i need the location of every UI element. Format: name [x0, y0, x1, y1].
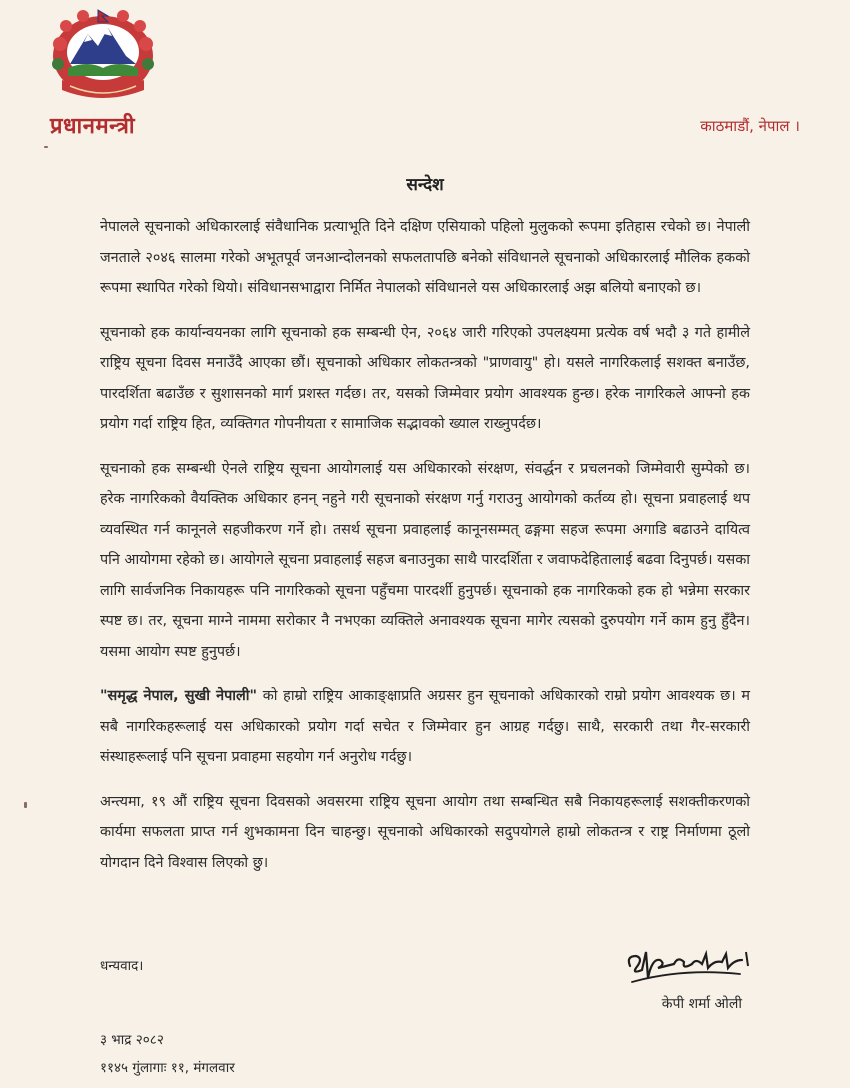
paragraph-5: अन्त्यमा, १९ औं राष्ट्रिय सूचना दिवसको अवसरमा राष्ट्रिय सूचना आयोग तथा सम्बन्धित सबै निकायहरूलाई सशक्तीकरणको कार्यमा सफलता प्राप्त गर्न शुभकामना दिन चाहन्छु। सूचनाको अधिकारको सदुपयोगले हाम्रो लोकतन्त्र र राष्ट्र निर्माणमा ठूलो योगदान दिने विश्वास लिएको छु। [100, 793, 750, 871]
paper-speck [44, 146, 48, 148]
paper-speck [24, 802, 27, 808]
signature-icon [622, 938, 762, 990]
slogan-text: "समृद्ध नेपाल, सुखी नेपाली" [100, 688, 257, 704]
office-title: प्रधानमन्त्री [50, 114, 136, 139]
date-bikram-sambat: ३ भाद्र २०८२ [100, 1032, 164, 1048]
signer-name: केपी शर्मा ओली [661, 996, 742, 1012]
letter-body [100, 212, 750, 892]
location-line: काठमाडौं, नेपाल । [700, 117, 800, 135]
paragraph-2: सूचनाको हक कार्यान्वयनका लागि सूचनाको हक सम्बन्धी ऐन, २०६४ जारी गरिएको उपलक्ष्यमा प्रत्येक वर्ष भदौ ३ गते हामीले राष्ट्रिय सूचना दिवस मनाउँदै आएका छौं। सूचनाको अधिकार लोकतन्त्रको "प्राणवायु" हो। यसले नागरिकलाई सशक्त बनाउँछ, पारदर्शिता बढाउँछ र सुशासनको मार्ग प्रशस्त गर्दछ। तर, यसको जिम्मेवार प्रयोग आवश्यक हुन्छ। हरेक नागरिकले आफ्नो हक प्रयोग गर्दा राष्ट्रिय हित, व्यक्तिगत गोपनीयता र सामाजिक सद्भावको ख्याल राख्नुपर्दछ। [100, 324, 750, 432]
paragraph-3: सूचनाको हक सम्बन्धी ऐनले राष्ट्रिय सूचना आयोगलाई यस अधिकारको संरक्षण, संवर्द्धन र प्रचलनको जिम्मेवारी सुम्पेको छ। हरेक नागरिकको वैयक्तिक अधिकार हनन् नहुने गरी सूचनाको संरक्षण गर्नु गराउनु आयोगको कर्तव्य हो। सूचना प्रवाहलाई थप व्यवस्थित गर्न कानूनले सहजीकरण गर्ने हो। तसर्थ सूचना प्रवाहलाई कानूनसम्मत् ढङ्गमा सहज रूपमा अगाडि बढाउने दायित्व पनि आयोगमा रहेको छ। आयोगले सूचना प्रवाहलाई सहज बनाउनुका साथै पारदर्शिता र जवाफदेहितालाई बढवा दिनुपर्छ। यसका लागि सार्वजनिक निकायहरू पनि नागरिकको सूचना पहुँचमा पारदर्शी हुनुपर्छ। सूचनाको हक नागरिकको हक हो भन्नेमा सरकार स्पष्ट छ। तर, सूचना माग्ने नाममा सरोकार नै नभएका व्यक्तिले अनावश्यक सूचना मागेर त्यसको दुरुपयोग गर्ने काम हुनु हुँदैन। यसमा आयोग स्पष्ट हुनुपर्छ। [100, 460, 750, 660]
letter-heading: सन्देश [406, 175, 444, 195]
closing-text: धन्यवाद। [100, 958, 144, 974]
paragraph-4 [100, 681, 750, 773]
nepal-emblem-icon [48, 6, 158, 104]
paragraph-4-text: को हाम्रो राष्ट्रिय आकाङ्क्षाप्रति अग्रसर हुन सूचनाको अधिकारको राम्रो प्रयोग आवश्यक छ। म सबै नागरिकहरूलाई यस अधिकारको प्रयोग गर्दा सचेत र जिम्मेवार हुन आग्रह गर्दछु। साथै, सरकारी तथा गैर-सरकारी संस्थाहरूलाई पनि सूचना प्रवाहमा सहयोग गर्न अनुरोध गर्दछु। [100, 688, 751, 765]
paragraph-1: नेपालले सूचनाको अधिकारलाई संवैधानिक प्रत्याभूति दिने दक्षिण एसियाको पहिलो मुलुकको रूपमा इतिहास रचेको छ। नेपाली जनताले २०४६ सालमा गरेको अभूतपूर्व जनआन्दोलनको सफलतापछि बनेको संविधानले सूचनाको अधिकारलाई मौलिक हकको रूपमा स्थापित गरेको थियो। संविधानसभाद्वारा निर्मित नेपालको संविधानले यस अधिकारलाई अझ बलियो बनाएको छ। [100, 219, 750, 296]
date-nepal-sambat: ११४५ गुंलागाः ११, मंगलवार [100, 1060, 235, 1076]
